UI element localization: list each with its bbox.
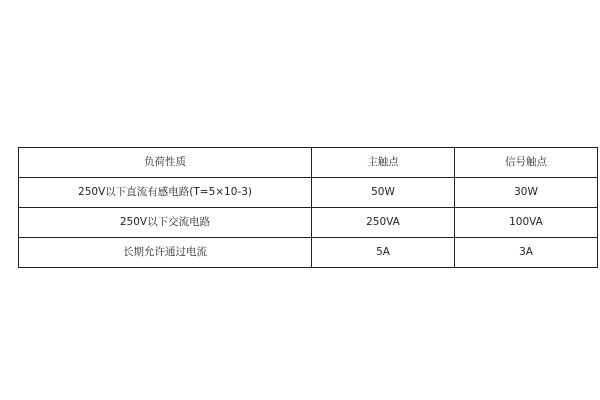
cell-load-nature: 250V以下交流电路 bbox=[19, 208, 312, 238]
cell-signal-contact: 30W bbox=[455, 178, 598, 208]
table-row bbox=[19, 178, 598, 208]
column-header-main-contact: 主触点 bbox=[312, 148, 455, 178]
table-row bbox=[19, 238, 598, 268]
column-header-load-nature: 负荷性质 bbox=[19, 148, 312, 178]
cell-main-contact: 250VA bbox=[312, 208, 455, 238]
table-row bbox=[19, 208, 598, 238]
spec-table-container bbox=[18, 147, 582, 268]
cell-signal-contact: 100VA bbox=[455, 208, 598, 238]
contact-capacity-table bbox=[18, 147, 598, 268]
cell-main-contact: 5A bbox=[312, 238, 455, 268]
table-header-row bbox=[19, 148, 598, 178]
cell-main-contact: 50W bbox=[312, 178, 455, 208]
cell-load-nature: 长期允许通过电流 bbox=[19, 238, 312, 268]
cell-load-nature: 250V以下直流有感电路(T=5×10-3) bbox=[19, 178, 312, 208]
column-header-signal-contact: 信号触点 bbox=[455, 148, 598, 178]
cell-signal-contact: 3A bbox=[455, 238, 598, 268]
